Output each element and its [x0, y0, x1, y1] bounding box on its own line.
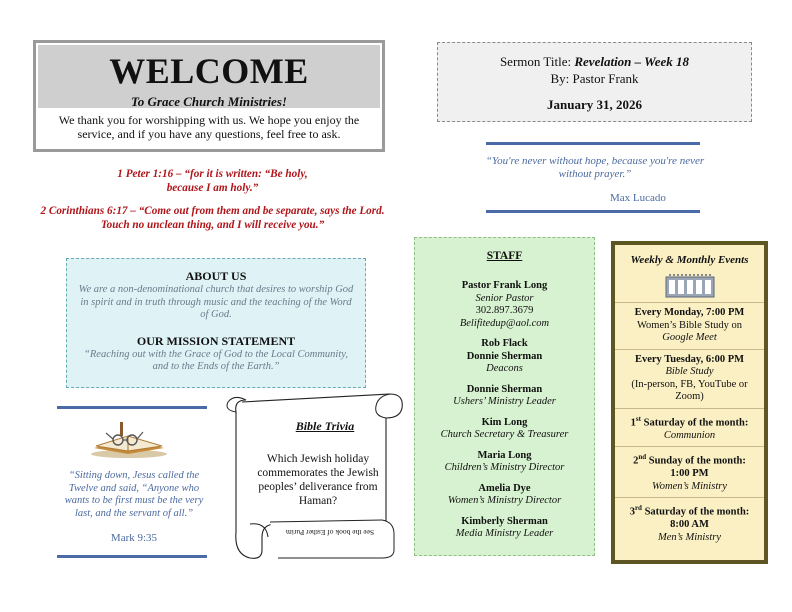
sermon-by: By: Pastor Frank [550, 71, 639, 86]
about-heading: ABOUT US [185, 269, 247, 283]
staff-pastor [415, 280, 594, 330]
ordinal: 2 [633, 455, 639, 467]
calendar-icon [665, 274, 715, 298]
staff-title: STAFF [486, 250, 523, 262]
about-box [66, 258, 366, 388]
welcome-box [33, 40, 385, 152]
staff-ushers [415, 384, 594, 409]
children-role: Children’s Ministry Director [444, 462, 565, 473]
event-communion [615, 409, 764, 443]
event-tuesday [615, 350, 764, 404]
events-title: Weekly & Monthly Events [630, 254, 749, 266]
event-when-text: Sunday of the month: [646, 455, 746, 467]
secretary-role: Church Secretary & Treasurer [440, 429, 569, 440]
sermon-title-line [438, 54, 751, 70]
mission-text: “Reaching out with the Grace of God to the Local Community, and to the Ends of the Earth.” [84, 348, 348, 372]
ordinal-suffix: rd [634, 504, 642, 512]
event-what: Women’s Ministry [652, 480, 727, 492]
event-where: (In-person, FB, YouTube or Zoom) [631, 378, 748, 402]
media-name: Kimberly Sherman [461, 515, 548, 527]
pastor-name: Pastor Frank Long [461, 280, 548, 291]
staff-children [415, 450, 594, 475]
divider-top [486, 142, 700, 145]
mark-reference: Mark 9:35 [110, 532, 158, 544]
pastor-email: Belifitedup@aol.com [459, 317, 550, 329]
ushers-role: Ushers’ Ministry Leader [453, 396, 556, 407]
welcome-title: WELCOME [109, 51, 309, 91]
ordinal: 1 [630, 417, 636, 428]
divider-mark-top [57, 406, 207, 409]
event-monday [615, 303, 764, 345]
events-box [611, 241, 768, 564]
event-when-text: Saturday of the month: [641, 506, 750, 518]
mark-quote: “Sitting down, Jesus called the Twelve and said, “Anyone who wants to be first must be the very last, and the servant of all.” [64, 470, 204, 519]
pastor-phone: 302.897.3679 [475, 305, 534, 316]
welcome-body: We thank you for worshipping with us. We hope you enjoy the service, and if you have any questions, feel free to ask. [58, 113, 360, 141]
women-role: Women’s Ministry Director [447, 495, 562, 506]
event-when [617, 413, 762, 430]
staff-deacons [415, 338, 594, 376]
secretary-name: Kim Long [481, 416, 528, 428]
event-what: Men’s Ministry [657, 531, 722, 543]
trivia-question: Which Jewish holiday commemorates the Jewish peoples’ deliverance from Haman? [257, 453, 379, 507]
sermon-date: January 31, 2026 [547, 97, 642, 112]
welcome-header [38, 45, 380, 108]
staff-media [415, 516, 594, 541]
deacon-name: Rob Flack [481, 338, 528, 349]
event-when: Every Monday, 7:00 PM [634, 307, 745, 318]
sermon-title: Revelation – Week 18 [574, 54, 690, 69]
staff-box [414, 237, 595, 556]
women-name: Amelia Dye [478, 482, 531, 494]
ordinal-suffix: nd [638, 453, 647, 461]
about-text: We are a non-denominational church that desires to worship God in spirit and in truth through music and the teaching of the Word of God. [78, 284, 354, 320]
deacons-role: Deacons [486, 363, 523, 374]
sermon-label: Sermon Title: [499, 54, 575, 69]
divider-mark-bottom [57, 555, 207, 558]
pastor-role: Senior Pastor [475, 292, 534, 304]
ordinal: 3 [629, 506, 635, 518]
lucado-quote: “You're never without hope, because you're never without prayer.” [485, 155, 705, 180]
divider-bottom [486, 210, 700, 213]
event-time: 8:00 AM [670, 519, 709, 530]
deacon-name: Donnie Sherman [466, 350, 543, 362]
trivia-answer: See the book of Esther Purim [285, 528, 375, 537]
staff-women [415, 483, 594, 508]
ordinal-suffix: st [635, 414, 641, 423]
bible-glasses-icon [88, 418, 170, 460]
event-where: Google Meet [662, 332, 717, 343]
sermon-box [437, 42, 752, 122]
scripture-verses [40, 168, 385, 232]
mission-heading: OUR MISSION STATEMENT [136, 333, 296, 348]
event-when [617, 502, 762, 519]
children-name: Maria Long [477, 449, 532, 461]
event-mens-ministry [615, 498, 764, 544]
ushers-name: Donnie Sherman [466, 383, 543, 395]
welcome-subtitle: To Grace Church Ministries! [131, 94, 287, 109]
event-when-text: Saturday of the month: [640, 417, 749, 428]
event-time: 1:00 PM [670, 468, 709, 479]
staff-secretary [415, 417, 594, 442]
trivia-title: Bible Trivia [295, 419, 355, 433]
verse-peter: 1 Peter 1:16 – “for it is written: “Be holy, because I am holy.” [117, 168, 308, 194]
event-what: Bible Study [665, 366, 714, 377]
event-what: Communion [663, 429, 716, 441]
event-when [617, 451, 762, 468]
event-what: Women’s Bible Study on [636, 319, 743, 331]
lucado-author: Max Lucado [610, 192, 666, 204]
event-when: Every Tuesday, 6:00 PM [634, 353, 745, 365]
event-womens-ministry [615, 447, 764, 493]
verse-corinthians: 2 Corinthians 6:17 – “Come out from them and be separate, says the Lord. Touch no unclean thing, and I will receive you.” [40, 205, 385, 231]
media-role: Media Ministry Leader [455, 528, 554, 539]
